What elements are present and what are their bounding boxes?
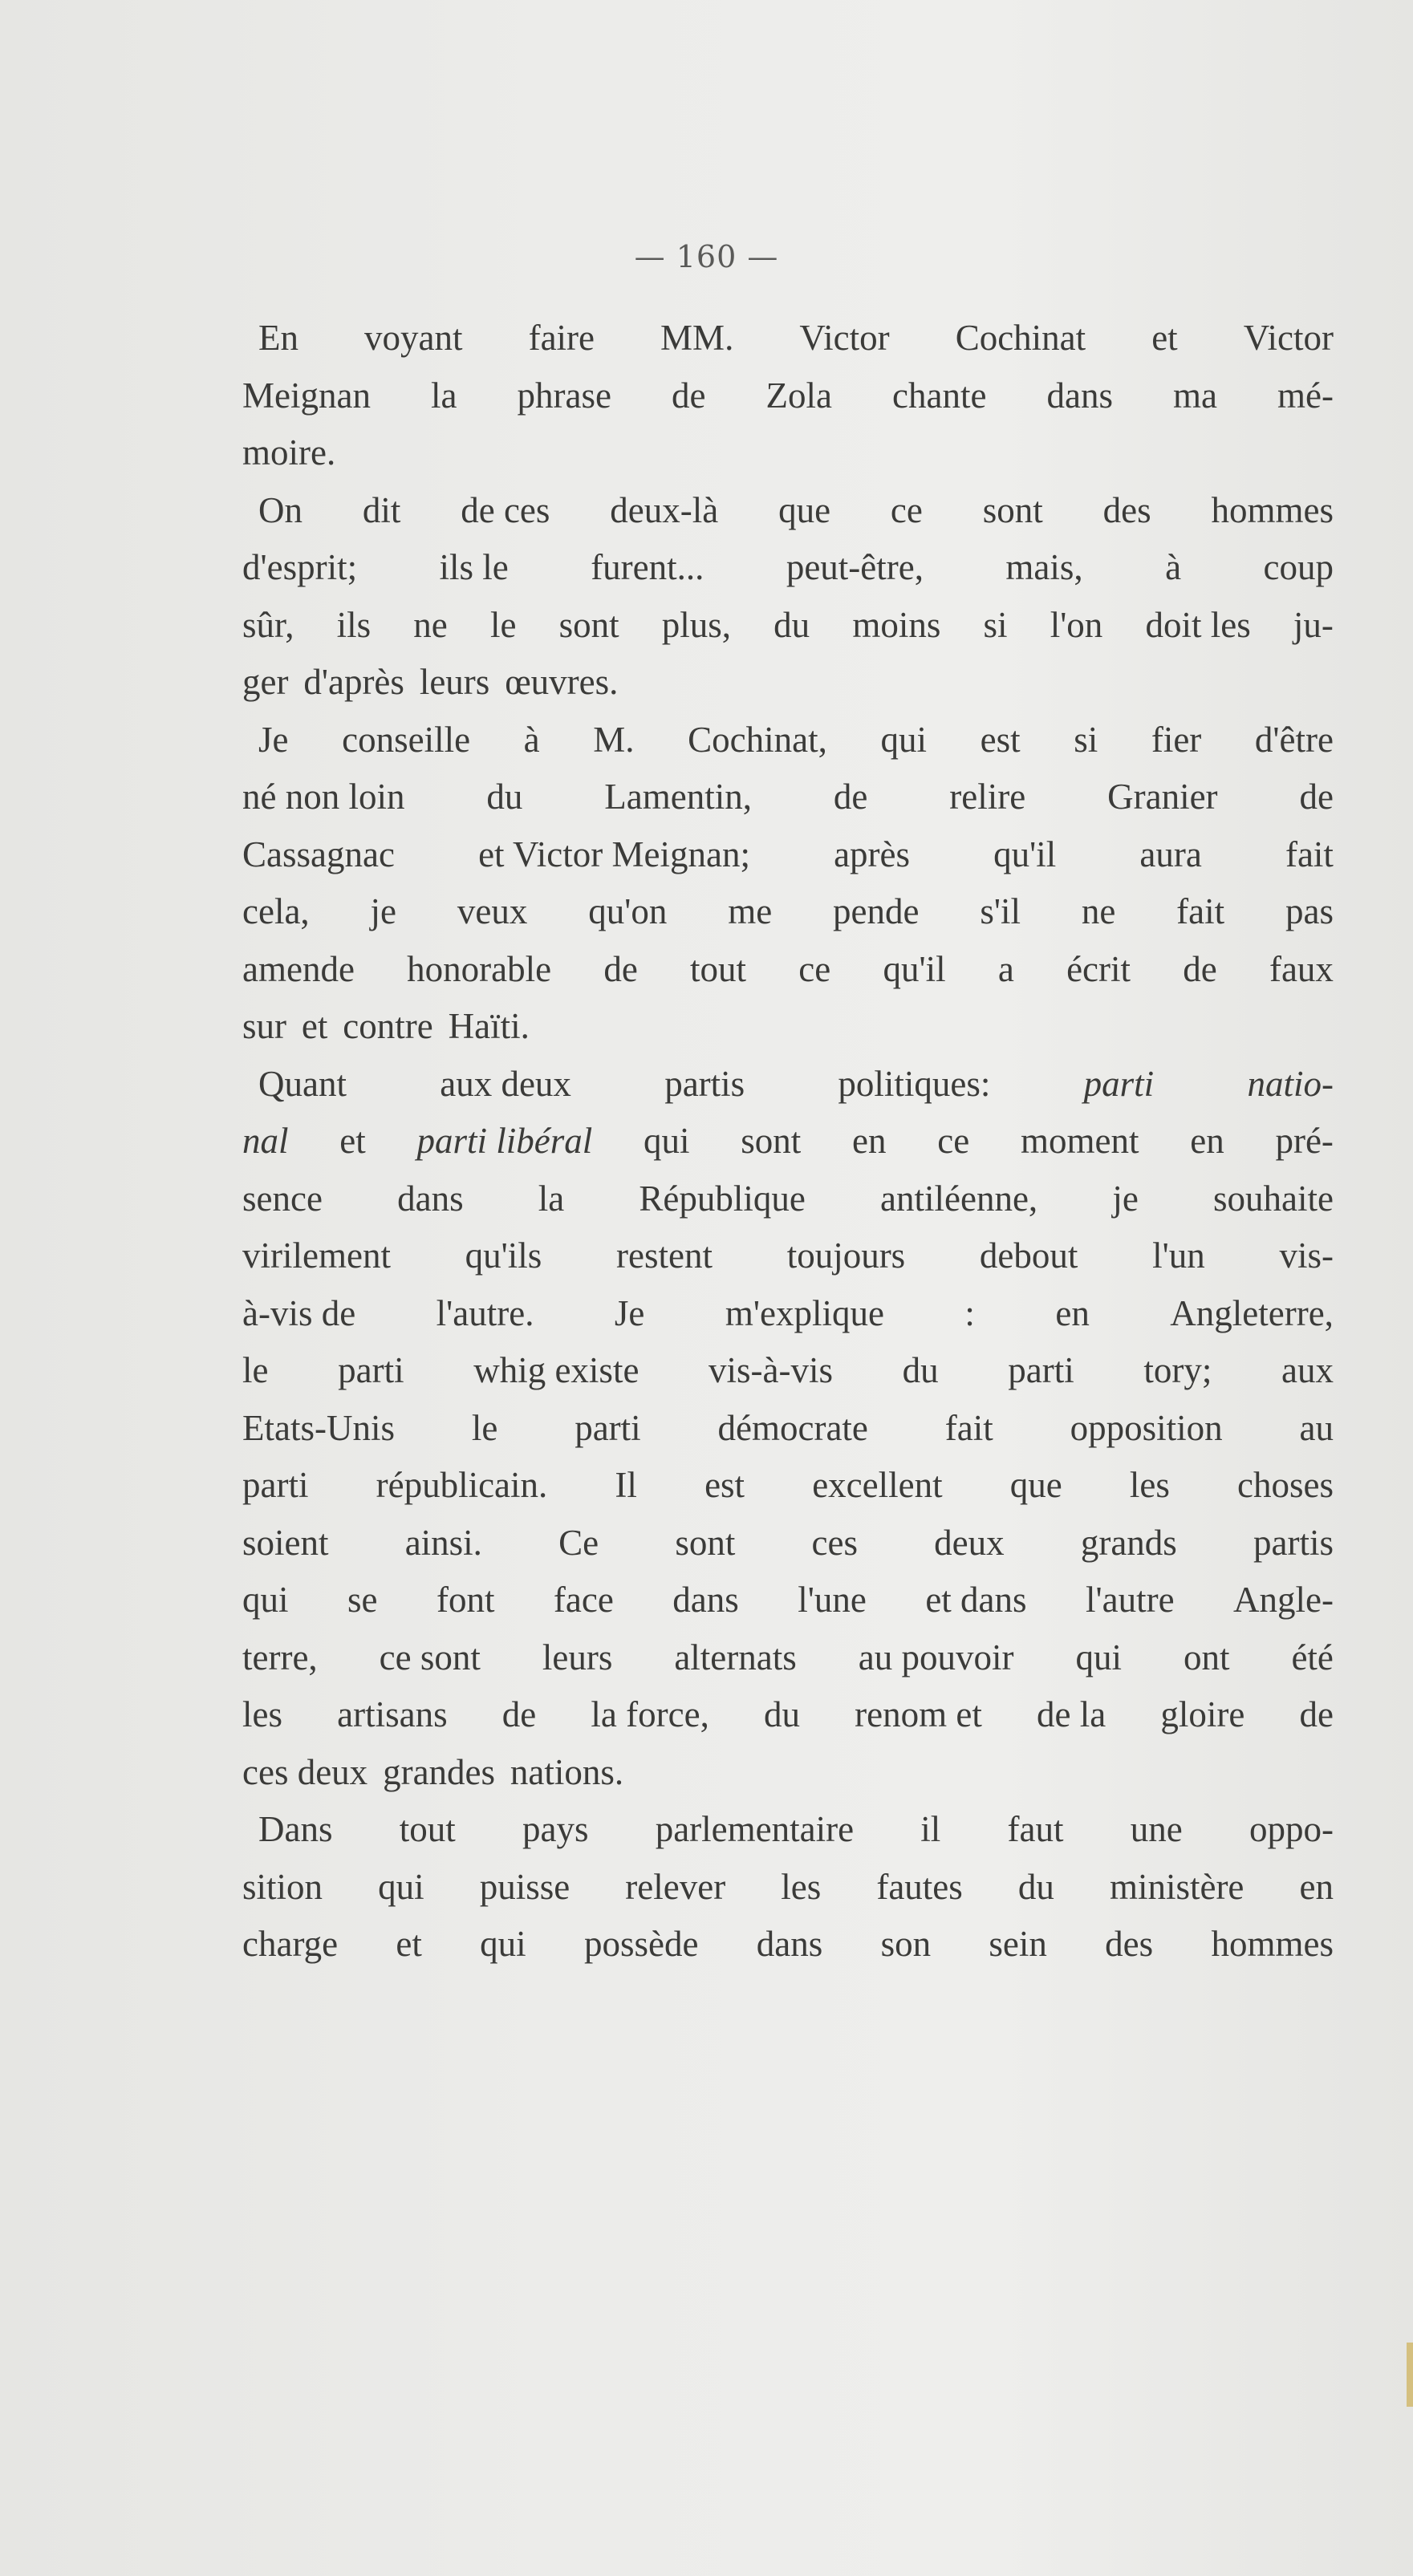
word: du [1017, 1866, 1054, 1907]
word: grands [1080, 1522, 1177, 1563]
text-line [242, 941, 1334, 999]
word: Cochinat [955, 318, 1086, 358]
word: ces deux [242, 1751, 368, 1792]
word: l'un [1152, 1235, 1205, 1276]
word: au pouvoir [858, 1637, 1014, 1677]
text-line [242, 1400, 1334, 1458]
word: de la [1036, 1694, 1106, 1734]
word: fautes [876, 1866, 963, 1907]
word: que [778, 489, 831, 530]
word: vis- [1279, 1235, 1334, 1276]
text-line [242, 1744, 1334, 1802]
word: dans [397, 1178, 464, 1219]
text-line [242, 1629, 1334, 1687]
word: sont [741, 1121, 802, 1161]
text-line [242, 712, 1334, 769]
text-line [242, 1859, 1334, 1917]
word: charge [242, 1924, 339, 1964]
word: cela, [242, 891, 310, 931]
word: se [347, 1580, 378, 1620]
word: politiques: [838, 1063, 991, 1104]
word: antiléenne, [880, 1178, 1038, 1219]
word: debout [979, 1235, 1078, 1276]
word: face [553, 1580, 614, 1620]
word: moins [852, 604, 941, 645]
word: qui [644, 1121, 690, 1161]
text-line [242, 1227, 1334, 1285]
word: fait [944, 1407, 993, 1448]
word: les [781, 1866, 822, 1907]
word: de [672, 375, 706, 416]
text-line [242, 367, 1334, 425]
word: qui [480, 1924, 526, 1964]
word: voyant [364, 318, 463, 358]
word: deux [934, 1522, 1005, 1563]
word: d'esprit; [242, 547, 358, 587]
word: partis [1253, 1522, 1334, 1563]
word: Victor [1243, 318, 1334, 358]
word: et Victor Meignan; [478, 834, 750, 874]
word: dans [1046, 375, 1113, 416]
word: sont [558, 604, 619, 645]
body-text [242, 310, 1334, 1974]
word: été [1291, 1637, 1334, 1677]
word: et [396, 1924, 422, 1964]
word: l'on [1050, 604, 1103, 645]
word: hommes [1211, 489, 1334, 530]
word: s'il [980, 891, 1021, 931]
word: faut [1007, 1809, 1064, 1849]
word: ju- [1293, 604, 1334, 645]
word: parti libéral [416, 1121, 593, 1161]
word: soient [242, 1522, 329, 1563]
word: les [1129, 1465, 1170, 1505]
word: M. [593, 719, 635, 760]
page-edge-mark [1407, 2343, 1413, 2407]
word: dans [672, 1580, 739, 1620]
word: virilement [242, 1235, 391, 1276]
word: mais, [1005, 547, 1083, 587]
word: grandes [383, 1751, 496, 1792]
word: que [1009, 1465, 1062, 1505]
word: phrase [517, 375, 611, 416]
word: alternats [674, 1637, 797, 1677]
word: sont [675, 1522, 736, 1563]
word: ministère [1109, 1866, 1244, 1907]
word: qu'ils [465, 1235, 542, 1276]
word: leurs [542, 1637, 613, 1677]
word: et [339, 1121, 366, 1161]
word: Il [615, 1465, 637, 1505]
word: MM. [660, 318, 734, 358]
word: whig existe [473, 1350, 640, 1390]
word: nal [242, 1121, 289, 1161]
word: ne [413, 604, 448, 645]
word: font [436, 1580, 495, 1620]
word: veux [457, 891, 528, 931]
word: me [728, 891, 773, 931]
word: qui [242, 1580, 289, 1620]
word: Zola [765, 375, 832, 416]
word: souhaite [1212, 1178, 1334, 1219]
word: en [1190, 1121, 1224, 1161]
word: En [258, 318, 298, 358]
word: moire. [242, 432, 336, 473]
word: furent... [591, 547, 704, 587]
word: Dans [258, 1809, 333, 1849]
word: ce [798, 948, 831, 989]
word: dans [756, 1924, 823, 1964]
word: gloire [1160, 1694, 1245, 1734]
word: du [902, 1350, 939, 1390]
word: fier [1151, 719, 1202, 760]
word: l'autre. [436, 1292, 534, 1333]
word: et [301, 1006, 328, 1046]
word: plus, [661, 604, 732, 645]
word: Quant [258, 1063, 347, 1104]
text-line [242, 1572, 1334, 1629]
word: deux-là [610, 489, 719, 530]
word: la [538, 1178, 565, 1219]
word: dit [362, 489, 401, 530]
word: du [763, 1694, 800, 1734]
word: ne [1081, 891, 1116, 931]
word: moment [1020, 1121, 1139, 1161]
word: de [1299, 777, 1334, 817]
word: après [834, 834, 911, 874]
text-line [242, 424, 1334, 482]
page-number: — 160 — [634, 239, 779, 274]
word: ce [890, 489, 923, 530]
word: de [501, 1694, 537, 1734]
word: qui [1075, 1637, 1122, 1677]
word: aux deux [440, 1063, 571, 1104]
text-line [242, 597, 1334, 655]
word: le [242, 1350, 269, 1390]
word: né non loin [242, 777, 405, 817]
word: républicain. [376, 1465, 548, 1505]
word: Meignan [242, 375, 371, 416]
word: au [1299, 1407, 1334, 1448]
word: parti [242, 1465, 309, 1505]
word: relire [949, 777, 1026, 817]
word: opposition [1070, 1407, 1223, 1448]
word: Granier [1107, 777, 1218, 817]
word: pende [833, 891, 920, 931]
word: en [1299, 1866, 1334, 1907]
text-line [242, 1113, 1334, 1170]
word: faire [528, 318, 595, 358]
word: si [1074, 719, 1098, 760]
word: sur [242, 1006, 286, 1046]
word: la [431, 375, 457, 416]
word: parti [338, 1350, 404, 1390]
word: Haïti. [448, 1006, 530, 1046]
word: sein [989, 1924, 1047, 1964]
word: la force, [591, 1694, 709, 1734]
word: chante [892, 375, 987, 416]
word: : [964, 1292, 975, 1333]
word: Angleterre, [1170, 1292, 1334, 1333]
word: est [980, 719, 1021, 760]
word: ils [336, 604, 372, 645]
word: tout [399, 1809, 456, 1849]
word: choses [1237, 1465, 1334, 1505]
word: parti [1008, 1350, 1074, 1390]
word: et dans [925, 1580, 1027, 1620]
text-line [242, 826, 1334, 884]
word: partis [664, 1063, 745, 1104]
word: natio- [1247, 1063, 1334, 1104]
word: je [1112, 1178, 1139, 1219]
word: à [1165, 547, 1182, 587]
word: Angle- [1233, 1580, 1334, 1620]
word: le [471, 1407, 498, 1448]
word: toujours [786, 1235, 906, 1276]
word: des [1105, 1924, 1154, 1964]
word: qu'on [588, 891, 668, 931]
word: puisse [479, 1866, 570, 1907]
word: pas [1285, 891, 1334, 931]
word: aux [1281, 1350, 1334, 1390]
word: sition [242, 1866, 323, 1907]
word: sont [982, 489, 1043, 530]
word: les [242, 1694, 282, 1734]
word: de ces [461, 489, 550, 530]
text-line [242, 1342, 1334, 1400]
word: l'une [798, 1580, 867, 1620]
word: aura [1139, 834, 1202, 874]
word: à [523, 719, 540, 760]
word: nations. [510, 1751, 624, 1792]
word: sûr, [242, 604, 294, 645]
word: fait [1285, 834, 1334, 874]
word: amende [242, 948, 355, 989]
word: pays [522, 1809, 589, 1849]
word: de [603, 948, 638, 989]
word: tout [690, 948, 747, 989]
word: parti [1083, 1063, 1155, 1104]
word: artisans [337, 1694, 448, 1734]
word: du [486, 777, 523, 817]
word: oppo- [1249, 1809, 1334, 1849]
word: conseille [342, 719, 471, 760]
word: mé- [1277, 375, 1334, 416]
word: fait [1176, 891, 1225, 931]
word: parlementaire [655, 1809, 855, 1849]
text-line [242, 1801, 1334, 1859]
word: et [1151, 318, 1178, 358]
word: si [983, 604, 1008, 645]
word: Etats-Unis [242, 1407, 395, 1448]
text-line [242, 654, 1334, 712]
word: coup [1263, 547, 1334, 587]
word: hommes [1211, 1924, 1334, 1964]
word: à-vis de [242, 1292, 356, 1333]
word: son [880, 1924, 932, 1964]
word: qu'il [993, 834, 1057, 874]
word: doit les [1145, 604, 1251, 645]
word: peut-être, [786, 547, 924, 587]
word: je [370, 891, 397, 931]
word: d'après [303, 662, 404, 702]
text-line [242, 883, 1334, 941]
text-line [242, 1056, 1334, 1114]
text-line [242, 1916, 1334, 1974]
text-line [242, 1170, 1334, 1228]
text-line [242, 482, 1334, 540]
word: qui [880, 719, 927, 760]
word: il [920, 1809, 941, 1849]
text-line [242, 1457, 1334, 1515]
text-line [242, 1686, 1334, 1744]
word: est [704, 1465, 745, 1505]
text-line [242, 998, 1334, 1056]
word: Je [258, 719, 289, 760]
word: sence [242, 1178, 323, 1219]
word: République [639, 1178, 806, 1219]
word: ainsi. [404, 1522, 482, 1563]
word: qu'il [883, 948, 946, 989]
word: vis-à-vis [709, 1350, 834, 1390]
word: ce [937, 1121, 970, 1161]
word: écrit [1066, 948, 1131, 989]
word: Je [614, 1292, 645, 1333]
word: du [773, 604, 810, 645]
word: Victor [799, 318, 890, 358]
word: d'être [1254, 719, 1334, 760]
word: parti [575, 1407, 641, 1448]
word: leurs [419, 662, 490, 702]
word: le [489, 604, 517, 645]
word: ces [811, 1522, 858, 1563]
word: relever [625, 1866, 726, 1907]
word: Ce [558, 1522, 599, 1563]
word: ger [242, 662, 289, 702]
word: de [1299, 1694, 1334, 1734]
word: qui [378, 1866, 424, 1907]
word: pré- [1275, 1121, 1334, 1161]
word: possède [583, 1924, 699, 1964]
word: de [833, 777, 868, 817]
word: tory; [1143, 1350, 1212, 1390]
word: Cochinat, [688, 719, 827, 760]
word: honorable [407, 948, 552, 989]
text-line [242, 1285, 1334, 1343]
word: des [1102, 489, 1151, 530]
text-line [242, 769, 1334, 826]
word: œuvres. [505, 662, 619, 702]
word: de [1183, 948, 1217, 989]
word: démocrate [717, 1407, 868, 1448]
text-line [242, 310, 1334, 367]
word: renom et [855, 1694, 982, 1734]
word: a [997, 948, 1014, 989]
word: On [258, 489, 302, 530]
word: faux [1269, 948, 1334, 989]
text-line [242, 539, 1334, 597]
word: ma [1173, 375, 1217, 416]
word: excellent [812, 1465, 943, 1505]
word: Lamentin, [604, 777, 752, 817]
word: une [1130, 1809, 1183, 1849]
word: m'explique [725, 1292, 884, 1333]
word: en [1055, 1292, 1090, 1333]
word: Cassagnac [242, 834, 395, 874]
word: ce sont [379, 1637, 481, 1677]
word: restent [616, 1235, 713, 1276]
word: l'autre [1086, 1580, 1175, 1620]
text-line [242, 1515, 1334, 1572]
word: terre, [242, 1637, 318, 1677]
word: en [852, 1121, 887, 1161]
word: ils le [439, 547, 509, 587]
word: ont [1183, 1637, 1230, 1677]
word: contre [343, 1006, 433, 1046]
